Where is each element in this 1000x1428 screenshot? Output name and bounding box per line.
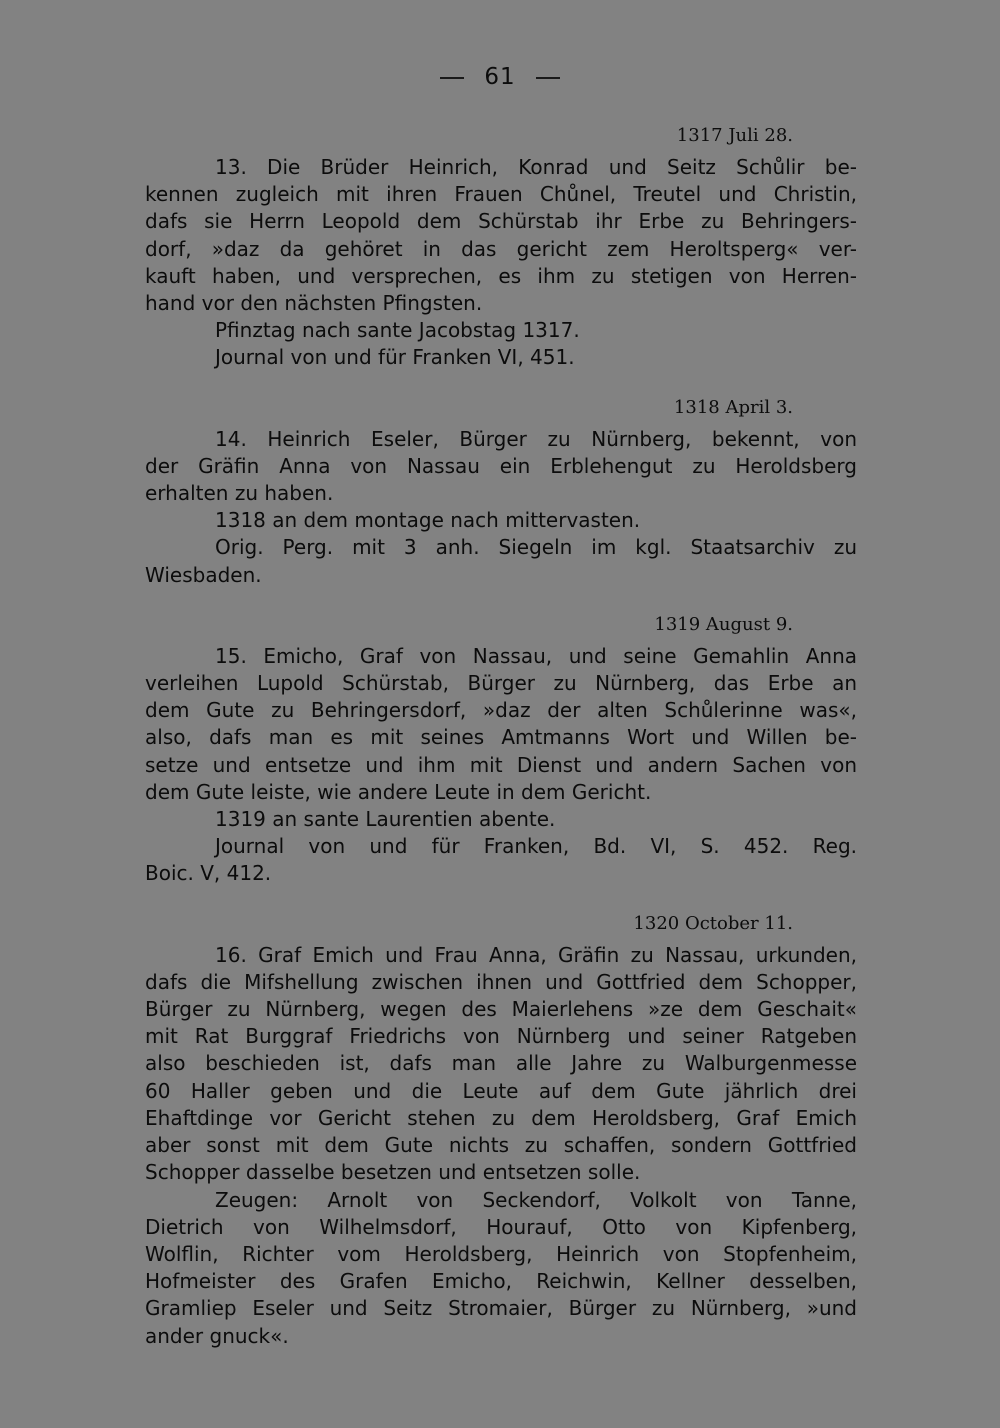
text-line: hand vor den nächsten Pfingsten. xyxy=(145,291,483,316)
entry-text xyxy=(145,942,857,1350)
text-line: aber sonst mit dem Gute nichts zu schaffen, sondern Gottfried xyxy=(145,1133,857,1158)
text-line: 60 Haller geben und die Leute auf dem Gute jährlich drei xyxy=(145,1078,857,1103)
text-line: dorf, »daz da gehöret in das gericht zem Heroltsperg« ver- xyxy=(145,236,857,261)
text-line: 14. Heinrich Eseler, Bürger zu Nürnberg, bekennt, von xyxy=(215,426,857,451)
text-line: dafs die Mifshellung zwischen ihnen und Gottfried dem Schopper, xyxy=(145,969,857,994)
text-line: dafs sie Herrn Leopold dem Schürstab ihr Erbe zu Behringers- xyxy=(145,209,857,234)
entry-14 xyxy=(145,390,857,589)
entry-15 xyxy=(145,607,857,888)
witness-line: Dietrich von Wilhelmsdorf, Hourauf, Otto von Kipfenberg, xyxy=(145,1214,857,1239)
text-line: verleihen Lupold Schürstab, Bürger zu Nürnberg, das Erbe an xyxy=(145,671,857,696)
source-line: Boic. V, 412. xyxy=(145,861,272,886)
witness-line: Gramliep Eseler und Seitz Stromaier, Bürger zu Nürnberg, »und xyxy=(145,1296,857,1321)
source-line: Orig. Perg. mit 3 anh. Siegeln im kgl. Staatsarchiv zu xyxy=(215,535,857,560)
document-body xyxy=(145,118,857,1368)
text-line: 13. Die Brüder Heinrich, Konrad und Seitz Schůlir be- xyxy=(215,155,857,179)
entry-13 xyxy=(145,118,857,372)
text-line: 15. Emicho, Graf von Nassau, und seine Gemahlin Anna xyxy=(215,643,857,668)
text-line: Ehaftdinge vor Gericht stehen zu dem Heroldsberg, Graf Emich xyxy=(145,1105,857,1130)
text-line: setze und entsetze und ihm mit Dienst und andern Sachen von xyxy=(145,752,857,777)
entry-date: 1317 Juli 28. xyxy=(676,125,793,146)
dating-line: 1318 an dem montage nach mittervasten. xyxy=(215,508,641,533)
page-header xyxy=(0,64,1000,90)
text-line: kennen zugleich mit ihren Frauen Chůnel, Treutel und Christin, xyxy=(145,182,857,207)
text-line: mit Rat Burggraf Friedrichs von Nürnberg und seiner Ratgeben xyxy=(145,1024,857,1049)
text-line: Schopper dasselbe besetzen und entsetzen solle. xyxy=(145,1160,641,1185)
header-dash-right xyxy=(536,77,560,79)
entry-text xyxy=(145,426,857,589)
source-line: Journal von und für Franken VI, 451. xyxy=(215,345,575,370)
source-line: Journal von und für Franken, Bd. VI, S. 452. Reg. xyxy=(215,834,857,859)
text-line: erhalten zu haben. xyxy=(145,481,334,506)
witness-line: Wolflin, Richter vom Heroldsberg, Heinrich von Stopfenheim, xyxy=(145,1241,857,1266)
entry-date: 1319 August 9. xyxy=(654,613,793,635)
dating-line: 1319 an sante Laurentien abente. xyxy=(215,807,556,832)
text-line: dem Gute zu Behringersdorf, »daz der alten Schůlerinne was«, xyxy=(145,698,857,723)
page-number: 61 xyxy=(484,64,516,90)
entry-date: 1318 April 3. xyxy=(673,396,793,418)
text-line: der Gräfin Anna von Nassau ein Erblehengut zu Heroldsberg xyxy=(145,453,857,478)
text-line: Bürger zu Nürnberg, wegen des Maierlehens »ze dem Geschait« xyxy=(145,997,857,1022)
text-line: also beschieden ist, dafs man alle Jahre zu Walburgenmesse xyxy=(145,1051,857,1076)
witness-line: Hofmeister des Grafen Emicho, Reichwin, Kellner desselben, xyxy=(145,1269,857,1294)
text-line: kauft haben, und versprechen, es ihm zu stetigen von Herren- xyxy=(145,263,857,288)
witness-line: ander gnuck«. xyxy=(145,1323,289,1348)
text-line: also, dafs man es mit seines Amtmanns Wort und Willen be- xyxy=(145,725,857,750)
entry-text xyxy=(145,643,857,888)
entry-16 xyxy=(145,906,857,1350)
entry-date: 1320 October 11. xyxy=(633,912,793,934)
text-line: 16. Graf Emich und Frau Anna, Gräfin zu Nassau, urkunden, xyxy=(215,942,857,967)
header-dash-left xyxy=(440,77,464,79)
dating-line: Pfinztag nach sante Jacobstag 1317. xyxy=(215,318,580,343)
text-line: dem Gute leiste, wie andere Leute in dem Gericht. xyxy=(145,779,652,804)
entry-text xyxy=(145,154,857,372)
witness-line: Zeugen: Arnolt von Seckendorf, Volkolt von Tanne, xyxy=(215,1187,857,1212)
source-line: Wiesbaden. xyxy=(145,562,262,587)
